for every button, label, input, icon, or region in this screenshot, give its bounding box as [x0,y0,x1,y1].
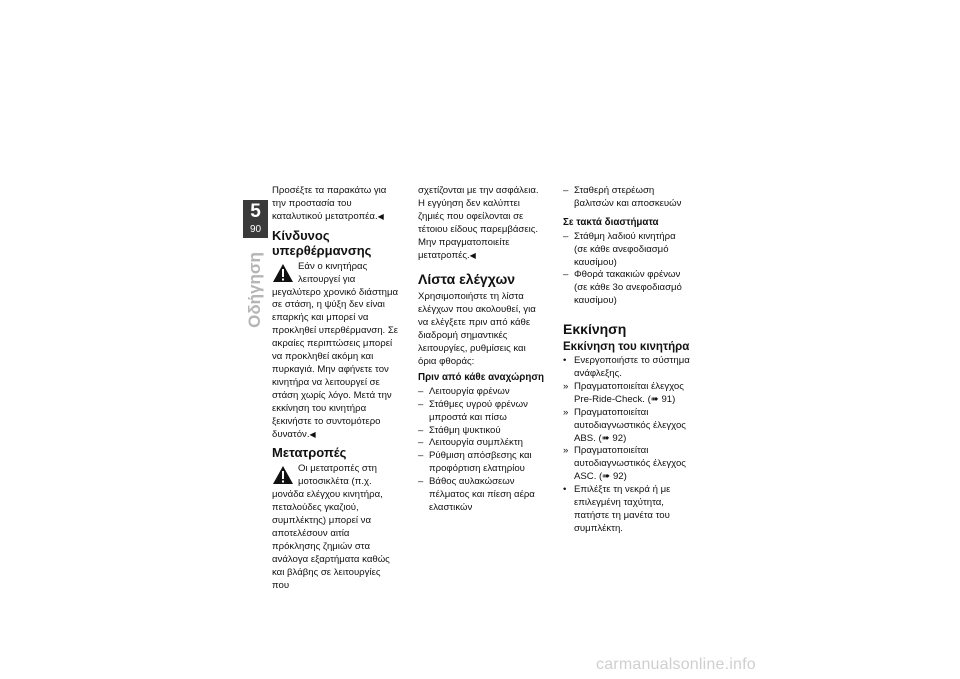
list-item: – Λειτουργία συμπλέκτη [418,437,523,449]
list-item: – Φθορά τακακιών φρένων (σε κάθε 3ο ανεφοδιασμό καυσίμου) [563,269,682,307]
heading-modifications: Μετατροπές [272,445,347,461]
warning-triangle-icon [272,263,294,283]
warning-triangle-icon [272,465,294,485]
column-2 [418,185,546,515]
list-item: » Πραγματοποιείται αυτοδιαγνωστικός έλεγχος ABS. (➠ 92) [563,406,686,444]
modifications-note: Μην πραγματοποιείτε μετατροπές.◀ [418,236,510,261]
page-number: 90 [249,224,262,235]
overheat-paragraph: Εάν ο κινητήρας λειτουργεί για μεγαλύτερο χρονικό διάστημα σε στάση, η ψύξη δεν είναι επαρκής και μπορεί να προκληθεί υπερθέρμανση. Σε ακραίες περιπτώσεις μπορεί να προκληθεί ακόμη και πυρκαγιά. Μην αφήνετε τον κινητήρα να λειτουργεί σε στάση χωρίς λόγο. Μετά την εκκίνηση του κινητήρα ξεκινήστε το συντομότερο δυνατόν.◀ [272,260,399,440]
section-label: Οδήγηση [245,252,264,328]
before-ride-list [418,386,546,515]
watermark: carmanualsonline.info [596,656,756,673]
list-item: – Στάθμη ψυκτικού [418,424,501,436]
heading-before-ride: Πριν από κάθε αναχώρηση [418,371,545,383]
list-item: – Λειτουργία φρένων [418,385,510,397]
end-mark-icon: ◀ [469,250,476,260]
modifications-paragraph: Οι μετατροπές στη μοτοσικλέτα (π.χ. μονάδα ελέγχου κινητήρα, πεταλούδες γκαζιού, συμπλέκτης) μπορεί να αποτελέσουν αιτία πρόκλησης ζημιών στα ανάλογα εξαρτήματα καθώς και βλάβης σε λειτουργίες που [272,463,390,591]
luggage-list [563,185,691,211]
heading-checklist: Λίστα ελέγχων [418,271,516,288]
start-steps-list [563,355,691,536]
chapter-number: 5 [250,201,261,222]
end-mark-icon: ◀ [309,429,316,439]
list-item: • Ενεργοποιήστε το σύστημα ανάφλεξης. [563,355,690,379]
modifications-continued: σχετίζονται με την ασφάλεια. Η εγγύηση δεν καλύπτει ζημιές που οφείλονται σε τέτοιου είδους παρεμβάσεις. [418,185,539,235]
list-item: » Πραγματοποιείται έλεγχος Pre-Ride-Check. (➠ 91) [563,380,684,405]
list-item: – Στάθμες υγρού φρένων μπροστά και πίσω [418,398,528,423]
list-item: • Επιλέξτε τη νεκρά ή με επιλεγμένη ταχύτητα, πατήστε τη μανέτα του συμπλέκτη. [563,484,671,534]
heading-start: Εκκίνηση [563,321,627,338]
list-item: – Βάθος αυλακώσεων πέλματος και πίεση αέρα ελαστικών [418,476,535,513]
list-item: – Ρύθμιση απόσβεσης και προφόρτιση ελατηρίου [418,450,532,475]
list-item: » Πραγματοποιείται αυτοδιαγνωστικός έλεγχος ASC. (➠ 92) [563,445,686,483]
column-1 [272,185,400,592]
intervals-list [563,231,691,308]
checklist-paragraph: Χρησιμοποιήστε τη λίστα ελέγχων που ακολουθεί, για να ελέγξετε πριν από κάθε διαδρομή σημαντικές λειτουργίες, ρυθμίσεις και όρια φθοράς: [418,291,536,367]
heading-overheat: Κίνδυνος υπερθέρμανσης [272,227,372,258]
heading-engine-start: Εκκίνηση του κινητήρα [563,341,690,354]
intro-paragraph: Προσέξτε τα παρακάτω για την προστασία του καταλυτικού μετατροπέα.◀ [272,185,387,222]
end-mark-icon: ◀ [377,211,384,221]
list-item: – Σταθερή στερέωση βαλιτσών και αποσκευών [563,185,682,209]
column-3 [563,185,691,536]
list-item: – Στάθμη λαδιού κινητήρα (σε κάθε ανεφοδιασμό καυσίμου) [563,230,676,268]
heading-intervals: Σε τακτά διαστήματα [563,216,659,228]
